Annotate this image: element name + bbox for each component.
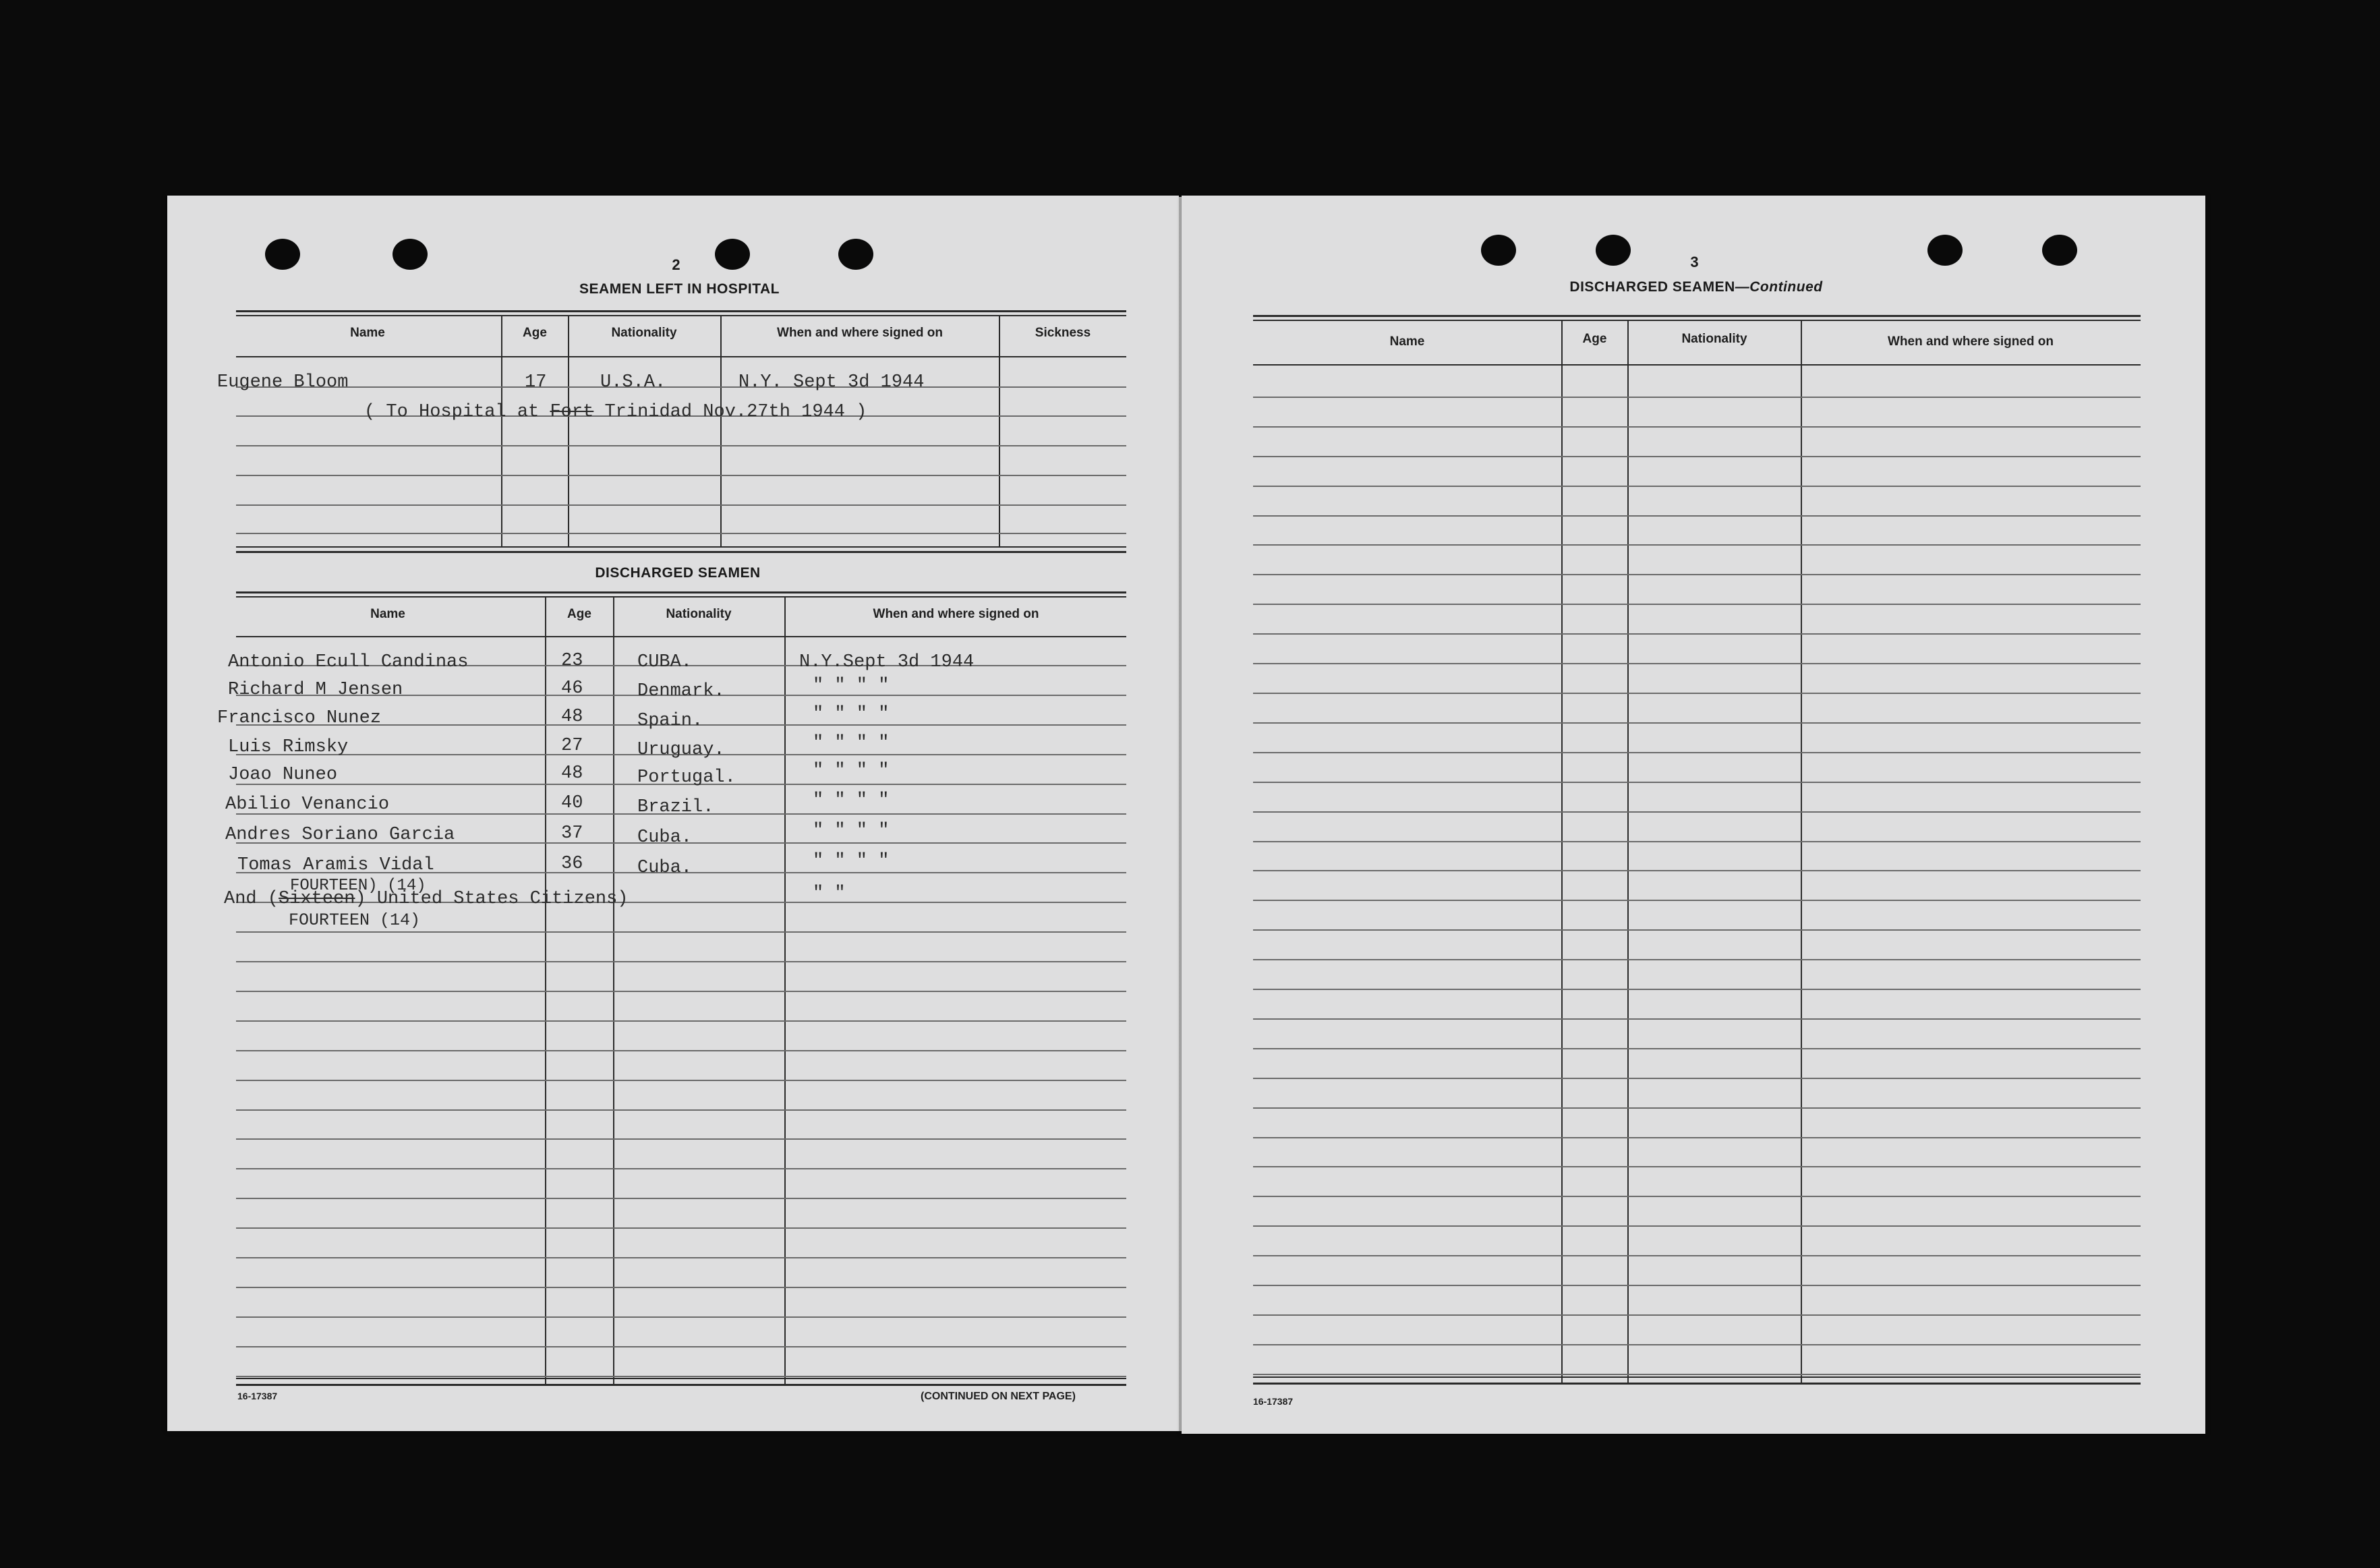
hospital-note-start: ( To Hospital at (364, 402, 550, 422)
right-page (1182, 196, 2205, 1434)
ruled-line (236, 1138, 1126, 1140)
ruled-line (236, 961, 1126, 962)
discharged-name: Andres Soriano Garcia (225, 825, 455, 845)
ruled-line (236, 1198, 1126, 1199)
summary-mid: ) United States Citizens) (355, 889, 629, 909)
discharged-signed-on: " " " " (813, 676, 890, 696)
summary-signed-on: " " (813, 883, 846, 904)
summary-struck: Sixteen (279, 889, 355, 909)
discharged-signed-on: " " " " (813, 704, 890, 724)
ruled-line (1253, 929, 2141, 931)
discharged-name: Abilio Venancio (225, 794, 390, 815)
discharged-age: 23 (561, 651, 583, 671)
col-header-name: Name (1389, 335, 1425, 349)
ruled-line (1253, 544, 2141, 546)
ruled-line (1253, 604, 2141, 605)
ruled-line (1253, 486, 2141, 487)
discharged-age: 40 (561, 793, 583, 813)
discharged-name: Luis Rimsky (228, 737, 349, 757)
col-header-nationality: Nationality (611, 326, 677, 340)
ruled-line (1253, 397, 2141, 398)
ruled-line (236, 1168, 1126, 1169)
summary-prefix: And ( (224, 889, 279, 909)
ruled-line (236, 931, 1126, 933)
page-number: 3 (1690, 254, 1699, 270)
ruled-line (1253, 722, 2141, 724)
discharged-name: Antonio Ecull Candinas (228, 652, 469, 672)
discharged-nationality: Uruguay. (637, 740, 725, 760)
ruled-line (1253, 515, 2141, 517)
col-header-signed-on: When and where signed on (873, 607, 1039, 621)
ruled-line (1253, 456, 2141, 457)
discharged-age: 36 (561, 854, 583, 874)
ruled-line (1253, 1225, 2141, 1227)
ruled-line (1253, 1344, 2141, 1345)
discharged-age: 27 (561, 736, 583, 756)
hospital-row-signed-on: N.Y. Sept 3d 1944 (738, 372, 925, 393)
col-header-age: Age (567, 607, 591, 621)
ruled-line (1253, 870, 2141, 871)
hospital-row-age: 17 (525, 372, 547, 393)
col-header-nationality: Nationality (1681, 332, 1747, 346)
ruled-line (1253, 1196, 2141, 1197)
ruled-line (1253, 900, 2141, 901)
ruled-line (1253, 811, 2141, 813)
ruled-line (1253, 1018, 2141, 1020)
page-number: 2 (672, 256, 680, 273)
ruled-line (236, 1287, 1126, 1288)
discharged-signed-on: " " " " (813, 733, 890, 753)
ruled-line (236, 1376, 1126, 1377)
discharged-age: 37 (561, 823, 583, 844)
col-header-nationality: Nationality (666, 607, 732, 621)
col-header-signed-on: When and where signed on (777, 326, 943, 340)
discharged-age: 48 (561, 707, 583, 727)
punch-hole (1596, 235, 1631, 266)
discharged-nationality: CUBA. (637, 652, 693, 672)
form-number: 16-17387 (1253, 1396, 1294, 1407)
ruled-line (1253, 841, 2141, 842)
ruled-line (1253, 1285, 2141, 1286)
ruled-line (1253, 782, 2141, 783)
ruled-line (1253, 426, 2141, 428)
hospital-row-nationality: U.S.A. (600, 372, 666, 393)
ruled-line (1253, 693, 2141, 694)
continued-footer: (CONTINUED ON NEXT PAGE) (921, 1391, 1076, 1402)
discharged-nationality: Brazil. (637, 797, 714, 817)
ruled-line (1253, 1137, 2141, 1138)
ruled-line (236, 1080, 1126, 1081)
punch-hole (393, 239, 428, 270)
discharged-name: Francisco Nunez (217, 708, 382, 728)
summary-overwrite: FOURTEEN) (14) (290, 877, 426, 895)
summary-line2: FOURTEEN (14) (289, 910, 421, 930)
discharged-name: Tomas Aramis Vidal (237, 855, 434, 875)
hospital-note-struck: Fort (550, 402, 594, 422)
discharged-signed-on: " " " " (813, 761, 890, 781)
discharged-continued-title (1517, 279, 1875, 295)
ruled-line (1253, 1255, 2141, 1256)
ruled-line (236, 1346, 1126, 1347)
col-header-name: Name (350, 326, 385, 340)
ruled-line (236, 1109, 1126, 1111)
ruled-line (236, 1050, 1126, 1051)
ruled-line (1253, 1078, 2141, 1079)
discharged-signed-on: N.Y.Sept 3d 1944 (799, 652, 975, 672)
discharged-continued-main: DISCHARGED SEAMEN (1569, 279, 1735, 295)
ruled-line (1253, 1107, 2141, 1109)
punch-hole (1481, 235, 1516, 266)
discharged-nationality: Portugal. (637, 767, 736, 788)
discharged-name: Richard M Jensen (228, 680, 403, 700)
discharged-section-title: DISCHARGED SEAMEN (595, 565, 761, 581)
col-header-sickness: Sickness (1035, 326, 1091, 340)
punch-hole (265, 239, 300, 270)
discharged-nationality: Denmark. (637, 681, 725, 701)
ruled-line (1253, 959, 2141, 960)
hospital-note (364, 402, 867, 422)
punch-hole (715, 239, 750, 270)
discharged-signed-on: " " " " (813, 790, 890, 811)
ruled-line (1253, 574, 2141, 575)
hospital-row-name: Eugene Bloom (217, 372, 349, 393)
ruled-line (1253, 1166, 2141, 1167)
discharged-nationality: Cuba. (637, 858, 693, 878)
discharged-age: 46 (561, 678, 583, 699)
ruled-line (236, 1227, 1126, 1229)
ruled-line (236, 991, 1126, 992)
ruled-line (236, 1257, 1126, 1258)
ruled-line (1253, 663, 2141, 664)
discharged-signed-on: " " " " (813, 851, 890, 871)
ruled-line (236, 1316, 1126, 1318)
discharged-summary (224, 889, 629, 909)
punch-hole (1927, 235, 1963, 266)
punch-hole (838, 239, 873, 270)
col-header-signed-on: When and where signed on (1888, 335, 2054, 349)
discharged-age: 48 (561, 763, 583, 784)
ruled-line (1253, 989, 2141, 990)
punch-hole (2042, 235, 2077, 266)
ruled-line (1253, 752, 2141, 753)
hospital-section-title: SEAMEN LEFT IN HOSPITAL (579, 281, 780, 297)
hospital-note-end: Trinidad Nov.27th 1944 ) (593, 402, 867, 422)
form-number: 16-17387 (237, 1391, 278, 1401)
col-header-age: Age (1582, 332, 1607, 346)
ruled-line (1253, 1314, 2141, 1316)
ruled-line (1253, 1374, 2141, 1375)
discharged-signed-on: " " " " (813, 821, 890, 841)
discharged-continued-suffix: —Continued (1735, 279, 1823, 295)
ruled-line (1253, 633, 2141, 635)
col-header-name: Name (370, 607, 405, 621)
ruled-line (1253, 1048, 2141, 1049)
discharged-nationality: Spain. (637, 711, 703, 731)
discharged-nationality: Cuba. (637, 827, 693, 848)
discharged-name: Joao Nuneo (228, 765, 338, 785)
ruled-line (236, 1020, 1126, 1022)
col-header-age: Age (523, 326, 547, 340)
